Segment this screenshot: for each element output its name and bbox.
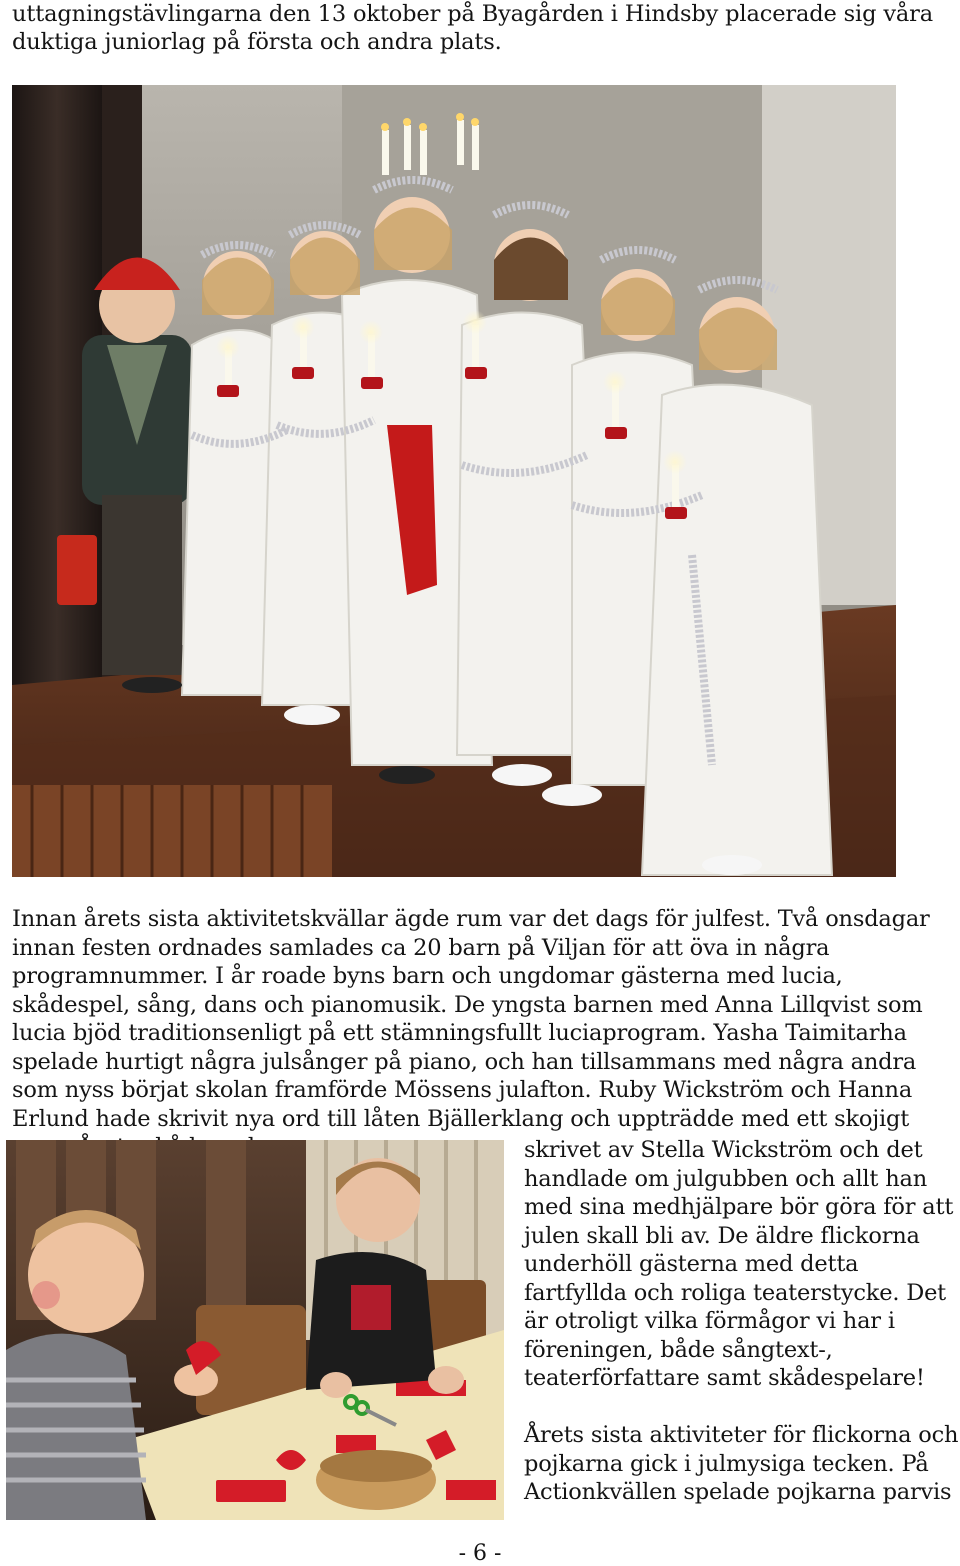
crafting-photo-illustration [6,1140,504,1520]
side-text [524,1136,960,1507]
lucia-photo-illustration [12,85,896,877]
page-number: - 6 - [458,1541,502,1566]
side-paragraph-1: skrivet av Stella Wickström och det handlade om julgubben och allt han med sina medhjälpare bör göra för att julen skall bli av. De äldre flickorna underhöll gästerna med detta fartfyllda och roliga teaterstycke. Det är otroligt vilka förmågor vi har i föreningen, både sångtext-, teaterförfattare samt skådespelare! [524,1137,954,1391]
main-paragraph: Innan årets sista aktivitetskvällar ägde rum var det dags för julfest. Två onsdagar innan festen ordnades samlades ca 20 barn på Viljan för att öva in några programnummer. I år roade byns barn och ungdomar gästerna med lucia, skådespel, sång, dans och pianomusik. De yngsta barnen med Anna Lillqvist som lucia bjöd traditionsenligt på ett stämningsfullt luciaprogram. Yasha Taimitarha spelade hurtigt några julsånger på piano, och han tillsammans med några andra som nyss börjat skolan framförde Mössens julafton. Ruby Wickström och Hanna Erlund hade skrivit nya ord till låten Bjällerklang och uppträdde med ett skojigt [12,906,930,1132]
intro-paragraph: uttagningstävlingarna den 13 oktober på Byagården i Hindsby placerade sig våra duktiga juniorlag på första och andra plats. [12,1,934,55]
crafting-photo [6,1140,504,1520]
lucia-photo [12,85,896,877]
side-paragraph-2: Årets sista aktiviteter för flickorna och pojkarna gick i julmysiga tecken. På Actionkvällen spelade pojkarna parvis [524,1422,959,1505]
